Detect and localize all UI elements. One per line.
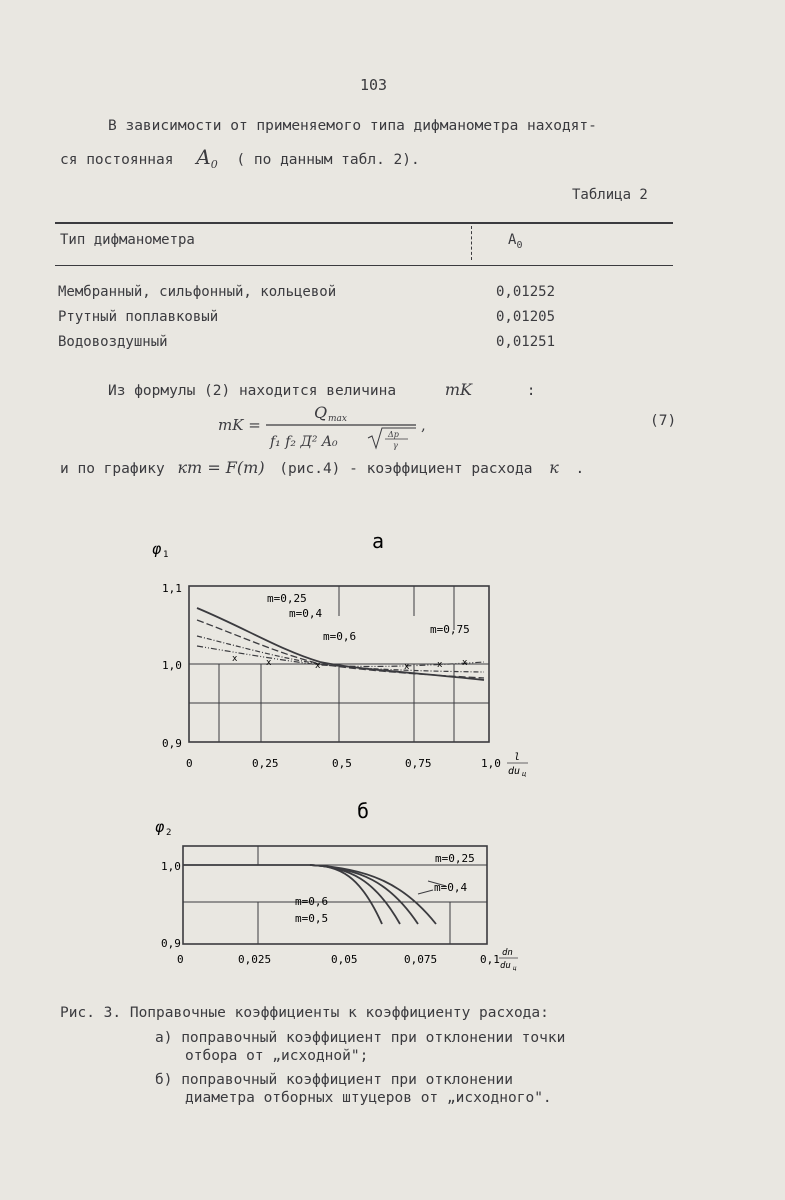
figure-a-label-m06: m=0,6 (323, 630, 357, 643)
figure-b (150, 790, 550, 980)
graph-line-pre: и по графику (60, 461, 165, 477)
table-row-3-type: Водовоздушный (58, 334, 168, 350)
figure-a-ytick-1-1: 1,1 (162, 582, 182, 595)
svg-text:x: x (437, 660, 443, 670)
caption-b-line-2: диаметра отборных штуцеров от „исходного". (185, 1090, 552, 1106)
figure-a-label-m025: m=0,25 (267, 592, 307, 605)
formula-intro-colon: : (526, 383, 536, 399)
figure-b-label-m025: m=0,25 (435, 852, 475, 865)
formula-7 (218, 398, 433, 458)
figure-b-xlabel-den-sub: ц (513, 965, 517, 972)
svg-text:x: x (232, 654, 238, 664)
figure-b-xlabel-den: du (500, 961, 511, 971)
constant-symbol-sub: 0 (210, 157, 218, 171)
caption-a-line-1: а) поправочный коэффициент при отклонении точки (155, 1030, 566, 1046)
figure-b-ytick-1-0: 1,0 (161, 860, 181, 873)
formula-intro (108, 380, 535, 399)
table-top-rule (55, 222, 673, 224)
figure-a-grid (189, 586, 489, 742)
intro-line-2-pre: ся постоянная (60, 152, 174, 168)
figure-a-ylabel-sub: 1 (163, 550, 169, 560)
caption-a-line-2: отбора от „исходной"; (185, 1048, 369, 1064)
intro-line-1: В зависимости от применяемого типа дифманометра находят- (108, 118, 597, 134)
figure-b-ytick-0-9: 0,9 (161, 937, 181, 950)
formula-numerator-sub: max (328, 414, 347, 424)
graph-line-post: (рис.4) - коэффициент расхода (279, 461, 533, 477)
equation-number: (7) (650, 413, 677, 429)
formula-numerator: Q (314, 403, 328, 422)
page-number: 103 (360, 76, 388, 94)
figure-b-leader-m04 (418, 890, 433, 894)
intro-line-2 (60, 145, 420, 171)
figure-a-ytick-0-9: 0,9 (162, 737, 182, 750)
graph-line (60, 458, 584, 477)
figure-a-xtick-0-75: 0,75 (405, 757, 432, 770)
figure-a-markers (232, 654, 468, 672)
formula-intro-text: Из формулы (2) находится величина (108, 383, 397, 399)
formula-comma: , (421, 416, 426, 434)
caption-title: Рис. 3. Поправочные коэффициенты к коэффициенту расхода: (60, 1005, 549, 1021)
figure-a-label-m04: m=0,4 (289, 607, 323, 620)
figure-b-panel-label: б (357, 799, 370, 823)
table-row-2-type: Ртутный поплавковый (58, 309, 219, 325)
table-header-a0 (508, 232, 522, 251)
constant-symbol: A (196, 145, 211, 169)
intro-line-2-post: ( по данным табл. 2). (236, 152, 420, 168)
figure-a-ytick-1-0: 1,0 (162, 659, 182, 672)
figure-a-xtick-0-25: 0,25 (252, 757, 279, 770)
figure-a-xlabel-den-sub: ц (522, 770, 527, 778)
figure-a-xlabel-den: du (508, 766, 521, 777)
caption-b-line-1: б) поправочный коэффициент при отклонении (155, 1072, 513, 1088)
figure-b-xtick-0-1: 0,1 (480, 953, 500, 966)
figure-a-ylabel: φ (152, 540, 162, 558)
figure-b-xtick-0-05: 0,05 (331, 953, 358, 966)
figure-b-label-m05: m=0,5 (295, 912, 329, 925)
table-header-a: A (508, 232, 517, 248)
graph-line-end: . (575, 461, 585, 477)
formula-intro-symbol: mK (444, 380, 472, 399)
graph-line-expr: кm = F(m) (177, 458, 265, 477)
svg-text:x: x (315, 661, 321, 671)
sqrt-denominator: γ (393, 441, 398, 450)
figure-a-xtick-0: 0 (186, 757, 193, 770)
table-header-type: Тип дифманометра (60, 232, 195, 248)
figure-b-curve-m025 (310, 865, 436, 924)
figure-b-xlabel-num: dn (502, 948, 513, 958)
table-row-1-value: 0,01252 (496, 284, 556, 300)
sqrt-numerator: Δp (388, 430, 399, 439)
table-header-rule (55, 265, 673, 266)
figure-b-ylabel: φ (155, 818, 165, 836)
table-column-divider (471, 226, 472, 260)
figure-a-xlabel-num: l (514, 752, 521, 763)
figure-b-xtick-0-075: 0,075 (404, 953, 438, 966)
formula-denominator: f₁ f₂ Д² A₀ (270, 434, 338, 450)
svg-text:x: x (404, 662, 410, 672)
formula-lhs: mK = (218, 416, 261, 434)
figure-b-ylabel-sub: 2 (166, 828, 172, 838)
figure-a (150, 520, 550, 780)
figure-b-xtick-0: 0 (177, 953, 184, 966)
figure-a-panel-label: а (372, 529, 385, 553)
figure-a-xtick-0-5: 0,5 (332, 757, 352, 770)
table-header-a-sub: 0 (516, 239, 523, 251)
figure-a-xtick-1-0: 1,0 (481, 757, 501, 770)
table-caption: Таблица 2 (572, 187, 648, 203)
figure-b-xtick-0-025: 0,025 (238, 953, 272, 966)
table-row-3-value: 0,01251 (496, 334, 556, 350)
figure-b-label-m04: m=0,4 (434, 881, 468, 894)
figure-b-label-m06: m=0,6 (295, 895, 329, 908)
graph-line-symbol: к (549, 458, 559, 477)
svg-text:x: x (462, 658, 468, 668)
svg-text:x: x (266, 658, 272, 668)
table-row-2-value: 0,01205 (496, 309, 556, 325)
figure-a-label-m075: m=0,75 (430, 623, 470, 636)
table-row-1-type: Мембранный, сильфонный, кольцевой (58, 284, 337, 300)
